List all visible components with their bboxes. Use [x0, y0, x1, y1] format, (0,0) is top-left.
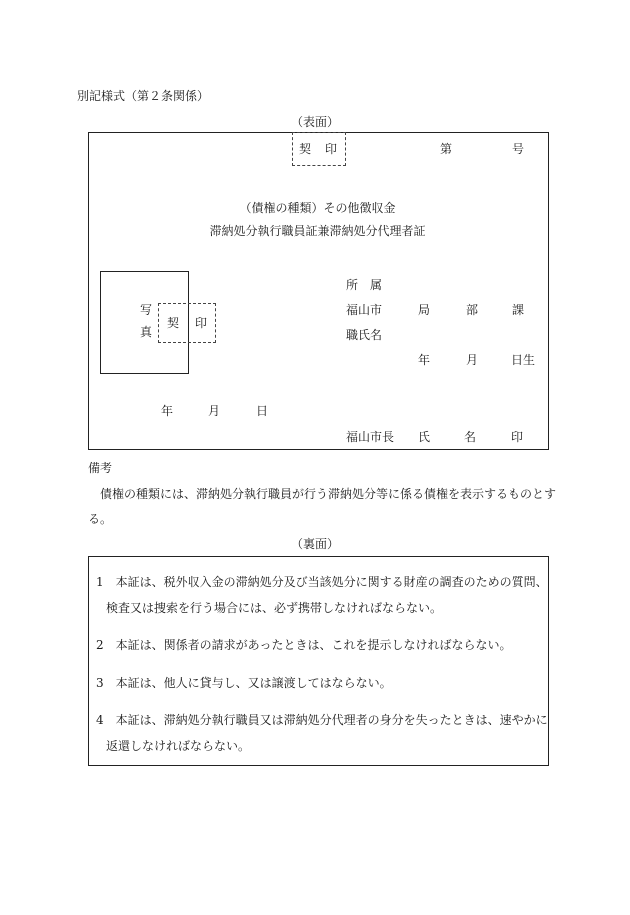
number-dai: 第 [440, 142, 453, 156]
back-item-4-line1: 4 本証は、滞納処分執行職員又は滞納処分代理者の身分を失ったときは、速やかに [96, 713, 548, 727]
issuer-title: 福山市長 [346, 430, 395, 444]
affiliation-city: 福山市 [346, 303, 383, 317]
seal-photo-in: 印 [195, 316, 208, 330]
remarks-text-line1: 債権の種類には、滞納処分執行職員が行う滞納処分等に係る債権を表示するものとす [100, 487, 557, 501]
seal-top-in: 印 [325, 142, 338, 156]
issuer-mei: 名 [464, 430, 477, 444]
issue-tsuki: 月 [208, 404, 221, 418]
back-item-4-line2: 返還しなければならない。 [106, 739, 251, 753]
seal-top-kei: 契 [299, 142, 312, 156]
front-heading: （表面） [290, 115, 339, 129]
back-item-3: 3 本証は、他人に貸与し、又は譲渡してはならない。 [96, 676, 392, 690]
issue-hi: 日 [256, 404, 269, 418]
back-heading: （裏面） [290, 537, 339, 551]
affiliation-kyoku: 局 [418, 303, 431, 317]
issuer-shi: 氏 [418, 430, 431, 444]
remarks-heading: 備考 [88, 461, 113, 475]
issue-nen: 年 [161, 404, 174, 418]
card-title-line1: （債権の種類）その他徴収金 [239, 201, 396, 215]
number-go: 号 [512, 142, 525, 156]
remarks-text-line2: る。 [88, 512, 113, 526]
back-item-1-line1: 1 本証は、税外収入金の滞納処分及び当該処分に関する財産の調査のための質問、 [96, 575, 548, 589]
birth-nen: 年 [418, 353, 431, 367]
card-title-line2: 滞納処分執行職員証兼滞納処分代理者証 [209, 224, 426, 238]
photo-label-1: 写 [140, 303, 153, 317]
affiliation-label: 所 属 [346, 278, 383, 292]
affiliation-bu: 部 [466, 303, 479, 317]
birth-tsuki: 月 [466, 353, 479, 367]
form-title: 別記様式（第２条関係） [77, 89, 210, 103]
birth-hi: 日生 [511, 353, 536, 367]
back-item-2: 2 本証は、関係者の請求があったときは、これを提示しなければならない。 [96, 638, 512, 652]
seal-photo-kei: 契 [167, 316, 180, 330]
back-item-1-line2: 検査又は捜索を行う場合には、必ず携帯しなければならない。 [106, 601, 443, 615]
name-label: 職氏名 [346, 328, 383, 342]
affiliation-ka: 課 [512, 303, 525, 317]
photo-label-2: 真 [140, 325, 153, 339]
issuer-in: 印 [511, 430, 524, 444]
